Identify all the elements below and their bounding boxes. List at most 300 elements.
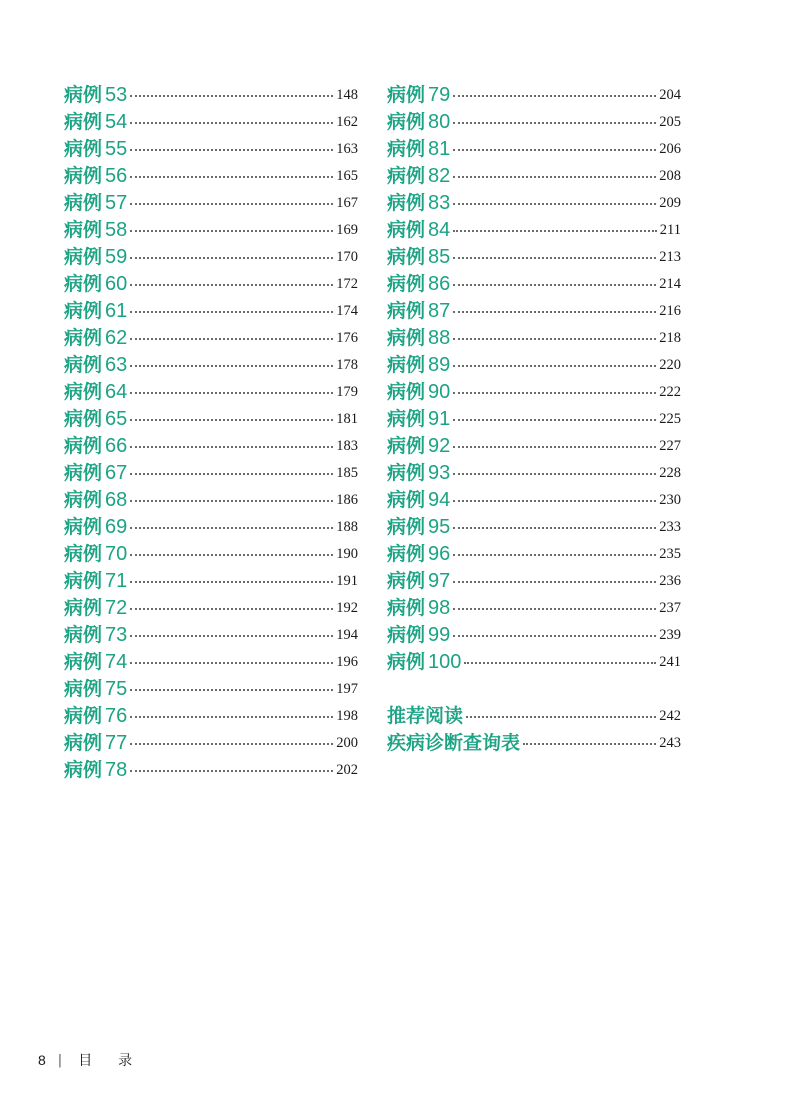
toc-entry[interactable] xyxy=(387,379,681,406)
toc-entry-label xyxy=(387,622,450,649)
toc-entry[interactable] xyxy=(387,352,681,379)
toc-entry-prefix: 病例 xyxy=(64,219,103,241)
toc-page-number: 236 xyxy=(659,573,681,589)
toc-entry-prefix: 病例 xyxy=(387,651,426,673)
toc-entry-prefix: 病例 xyxy=(64,651,103,673)
toc-leader-dots xyxy=(453,473,656,475)
toc-page-number: 174 xyxy=(336,303,358,319)
toc-page-number: 243 xyxy=(659,735,681,751)
toc-entry[interactable] xyxy=(64,649,358,676)
toc-entry[interactable] xyxy=(64,82,358,109)
toc-page-number: 196 xyxy=(336,654,358,670)
toc-entry[interactable] xyxy=(64,622,358,649)
toc-entry[interactable] xyxy=(387,487,681,514)
toc-entry[interactable] xyxy=(387,730,681,757)
toc-leader-dots xyxy=(130,338,333,340)
toc-leader-dots xyxy=(130,284,333,286)
toc-entry-number: 74 xyxy=(105,651,128,673)
toc-entry-prefix: 病例 xyxy=(387,543,426,565)
toc-leader-dots xyxy=(130,662,333,664)
toc-entry-prefix: 病例 xyxy=(64,327,103,349)
toc-entry-number: 72 xyxy=(105,597,128,619)
toc-entry-number: 100 xyxy=(428,651,462,673)
toc-entry-label xyxy=(387,568,450,595)
toc-entry-label xyxy=(64,298,127,325)
toc-leader-dots xyxy=(130,608,333,610)
toc-leader-dots xyxy=(453,203,656,205)
toc-entry-prefix: 病例 xyxy=(64,597,103,619)
toc-page-number: 233 xyxy=(659,519,681,535)
toc-entry[interactable] xyxy=(64,514,358,541)
toc-entry-number: 55 xyxy=(105,138,128,160)
toc-entry-prefix: 病例 xyxy=(64,408,103,430)
toc-entry[interactable] xyxy=(387,595,681,622)
toc-entry-label xyxy=(64,460,127,487)
toc-page-number: 237 xyxy=(659,600,681,616)
toc-entry-prefix: 病例 xyxy=(387,192,426,214)
toc-entry-label xyxy=(64,163,127,190)
toc-entry[interactable] xyxy=(64,136,358,163)
toc-leader-dots xyxy=(130,743,333,745)
toc-page-number: 176 xyxy=(336,330,358,346)
toc-entry-label xyxy=(64,433,127,460)
toc-entry-label xyxy=(64,217,127,244)
toc-page-number: 241 xyxy=(659,654,681,670)
toc-page-number: 183 xyxy=(336,438,358,454)
toc-entry[interactable] xyxy=(387,703,681,730)
toc-entry-label xyxy=(64,244,127,271)
toc-page-number: 200 xyxy=(336,735,358,751)
toc-leader-dots xyxy=(130,581,333,583)
toc-entry-number: 81 xyxy=(428,138,451,160)
toc-entry-prefix: 病例 xyxy=(387,327,426,349)
toc-entry-prefix: 病例 xyxy=(387,489,426,511)
toc-entry-number: 78 xyxy=(105,759,128,781)
toc-leader-dots xyxy=(130,635,333,637)
toc-entry[interactable] xyxy=(387,460,681,487)
toc-entry-label xyxy=(387,298,450,325)
toc-leader-dots xyxy=(130,554,333,556)
toc-entry[interactable] xyxy=(64,217,358,244)
toc-leader-dots xyxy=(453,581,656,583)
toc-entry-label xyxy=(387,244,450,271)
footer-page-number: 8 xyxy=(38,1052,46,1068)
toc-leader-dots xyxy=(130,149,333,151)
toc-entry-prefix: 病例 xyxy=(64,165,103,187)
toc-page-number: 211 xyxy=(659,222,681,238)
footer-divider: | xyxy=(57,1052,63,1068)
toc-leader-dots xyxy=(130,527,333,529)
toc-leader-dots xyxy=(130,500,333,502)
toc-entry-label xyxy=(64,757,127,784)
toc-entry-number: 94 xyxy=(428,489,451,511)
toc-entry-prefix: 病例 xyxy=(387,516,426,538)
toc-leader-dots xyxy=(453,284,656,286)
toc-page-number: 165 xyxy=(336,168,358,184)
toc-leader-dots xyxy=(130,203,333,205)
toc-entry-number: 99 xyxy=(428,624,451,646)
toc-entry-number: 70 xyxy=(105,543,128,565)
toc-entry-number: 82 xyxy=(428,165,451,187)
toc-entry-label xyxy=(64,190,127,217)
toc-entry-prefix: 病例 xyxy=(64,624,103,646)
toc-entry-prefix: 病例 xyxy=(387,246,426,268)
toc-page-number: 148 xyxy=(336,87,358,103)
toc-page-number: 188 xyxy=(336,519,358,535)
toc-entry-prefix: 病例 xyxy=(64,354,103,376)
toc-entry-number: 76 xyxy=(105,705,128,727)
toc-entry-prefix: 病例 xyxy=(64,489,103,511)
toc-page-number: 185 xyxy=(336,465,358,481)
toc-page-number: 170 xyxy=(336,249,358,265)
toc-leader-dots xyxy=(453,149,656,151)
toc-entry-number: 84 xyxy=(428,219,451,241)
toc-entry-label xyxy=(64,82,127,109)
toc-entry-prefix: 病例 xyxy=(387,597,426,619)
toc-entry-prefix: 病例 xyxy=(387,300,426,322)
toc-entry-number: 98 xyxy=(428,597,451,619)
toc-entry-prefix: 病例 xyxy=(64,705,103,727)
toc-page-number: 239 xyxy=(659,627,681,643)
toc-entry[interactable] xyxy=(64,460,358,487)
toc-entry[interactable] xyxy=(387,514,681,541)
toc-entry-number: 96 xyxy=(428,543,451,565)
toc-page-number: 213 xyxy=(659,249,681,265)
toc-leader-dots xyxy=(130,446,333,448)
toc-entry-prefix: 病例 xyxy=(387,165,426,187)
toc-entry-prefix: 病例 xyxy=(387,273,426,295)
toc-entry-prefix: 推荐阅读 xyxy=(387,705,464,727)
toc-entry-number: 79 xyxy=(428,84,451,106)
toc-entry-label xyxy=(387,433,450,460)
toc-page-number: 222 xyxy=(659,384,681,400)
toc-entry-label xyxy=(387,703,463,730)
toc-page-number: 179 xyxy=(336,384,358,400)
toc-entry-prefix: 病例 xyxy=(64,300,103,322)
toc-entry[interactable] xyxy=(387,541,681,568)
toc-entry-number: 91 xyxy=(428,408,451,430)
toc-entry-prefix: 病例 xyxy=(64,678,103,700)
toc-entry-label xyxy=(64,352,127,379)
toc-entry[interactable] xyxy=(387,568,681,595)
toc-entry-label xyxy=(387,325,450,352)
toc-entry-label xyxy=(387,730,520,757)
toc-entry[interactable] xyxy=(387,406,681,433)
toc-entry-number: 85 xyxy=(428,246,451,268)
toc-entry-prefix: 病例 xyxy=(64,84,103,106)
toc-page-number: 178 xyxy=(336,357,358,373)
toc-page-number: 206 xyxy=(659,141,681,157)
toc-entry-number: 58 xyxy=(105,219,128,241)
toc-entry-number: 87 xyxy=(428,300,451,322)
toc-page-number: 167 xyxy=(336,195,358,211)
toc-entry[interactable] xyxy=(64,406,358,433)
toc-entry-label xyxy=(64,379,127,406)
toc-leader-dots xyxy=(453,635,656,637)
toc-leader-dots xyxy=(453,419,656,421)
toc-entry[interactable] xyxy=(64,271,358,298)
toc-entry[interactable] xyxy=(387,649,681,676)
toc-entry-label xyxy=(64,622,127,649)
toc-entry[interactable] xyxy=(387,622,681,649)
toc-entry-label xyxy=(387,190,450,217)
toc-entry-label xyxy=(387,595,450,622)
toc-entry-prefix: 疾病诊断查询表 xyxy=(387,732,521,754)
toc-entry[interactable] xyxy=(387,433,681,460)
toc-entry-number: 86 xyxy=(428,273,451,295)
toc-page-number: 191 xyxy=(336,573,358,589)
toc-entry-label xyxy=(64,487,127,514)
toc-entry-label xyxy=(387,406,450,433)
toc-entry-number: 67 xyxy=(105,462,128,484)
toc-entry[interactable] xyxy=(64,676,358,703)
toc-column-right xyxy=(387,82,681,757)
toc-leader-dots xyxy=(130,365,333,367)
footer-section-title: 目录 xyxy=(78,1053,159,1069)
toc-page-number: 192 xyxy=(336,600,358,616)
toc-entry[interactable] xyxy=(387,244,681,271)
toc-leader-dots xyxy=(464,662,656,664)
toc-page-number: 190 xyxy=(336,546,358,562)
toc-entry-label xyxy=(387,271,450,298)
toc-spacer xyxy=(387,676,681,703)
toc-entry[interactable] xyxy=(64,568,358,595)
toc-entry-number: 93 xyxy=(428,462,451,484)
toc-entry-prefix: 病例 xyxy=(387,111,426,133)
toc-leader-dots xyxy=(453,95,656,97)
toc-entry-label xyxy=(64,514,127,541)
toc-page-number: 197 xyxy=(336,681,358,697)
toc-entry-number: 61 xyxy=(105,300,128,322)
toc-leader-dots xyxy=(453,257,656,259)
toc-entry[interactable] xyxy=(64,298,358,325)
toc-entry[interactable] xyxy=(387,217,681,244)
toc-leader-dots xyxy=(130,230,333,232)
toc-entry-label xyxy=(387,109,450,136)
toc-entry-prefix: 病例 xyxy=(387,381,426,403)
toc-entry-prefix: 病例 xyxy=(387,84,426,106)
toc-entry-prefix: 病例 xyxy=(387,354,426,376)
toc-entry-prefix: 病例 xyxy=(387,219,426,241)
toc-entry-prefix: 病例 xyxy=(64,435,103,457)
toc-page-number: 198 xyxy=(336,708,358,724)
toc-page-number: 169 xyxy=(336,222,358,238)
toc-entry-number: 77 xyxy=(105,732,128,754)
toc-page-number: 205 xyxy=(659,114,681,130)
toc-leader-dots xyxy=(130,311,333,313)
toc-leader-dots xyxy=(453,338,656,340)
toc-leader-dots xyxy=(453,176,656,178)
toc-leader-dots xyxy=(130,176,333,178)
toc-entry-label xyxy=(64,649,127,676)
toc-leader-dots xyxy=(453,230,657,232)
toc-entry[interactable] xyxy=(387,298,681,325)
toc-entry-prefix: 病例 xyxy=(64,381,103,403)
toc-entry-prefix: 病例 xyxy=(64,759,103,781)
toc-leader-dots xyxy=(130,95,333,97)
toc-entry-label xyxy=(64,703,127,730)
toc-entry-number: 66 xyxy=(105,435,128,457)
toc-entry-prefix: 病例 xyxy=(387,570,426,592)
toc-entry-number: 90 xyxy=(428,381,451,403)
toc-entry-label xyxy=(64,271,127,298)
toc-entry-prefix: 病例 xyxy=(64,462,103,484)
toc-entry-label xyxy=(64,136,127,163)
toc-entry[interactable] xyxy=(64,244,358,271)
toc-entry[interactable] xyxy=(64,163,358,190)
toc-entry-number: 89 xyxy=(428,354,451,376)
toc-entry[interactable] xyxy=(64,433,358,460)
toc-entry-prefix: 病例 xyxy=(64,732,103,754)
toc-entry-label xyxy=(387,217,450,244)
toc-entry[interactable] xyxy=(387,325,681,352)
toc-page-number: 194 xyxy=(336,627,358,643)
toc-entry-prefix: 病例 xyxy=(64,516,103,538)
toc-leader-dots xyxy=(130,689,333,691)
toc-entry[interactable] xyxy=(64,757,358,784)
toc-leader-dots xyxy=(453,608,656,610)
toc-entry-label xyxy=(387,379,450,406)
toc-entry-number: 71 xyxy=(105,570,128,592)
toc-entry-prefix: 病例 xyxy=(387,408,426,430)
toc-page-number: 172 xyxy=(336,276,358,292)
toc-entry-number: 65 xyxy=(105,408,128,430)
toc-page-number: 181 xyxy=(336,411,358,427)
toc-entry-prefix: 病例 xyxy=(387,462,426,484)
toc-entry-number: 64 xyxy=(105,381,128,403)
toc-entry-label xyxy=(387,352,450,379)
toc-page-number: 227 xyxy=(659,438,681,454)
page-footer xyxy=(38,1050,158,1070)
toc-leader-dots xyxy=(130,257,333,259)
toc-entry[interactable] xyxy=(387,271,681,298)
toc-leader-dots xyxy=(453,554,656,556)
toc-page-number: 186 xyxy=(336,492,358,508)
toc-leader-dots xyxy=(453,365,656,367)
toc-entry-label xyxy=(64,541,127,568)
toc-page-number: 242 xyxy=(659,708,681,724)
toc-entry-number: 63 xyxy=(105,354,128,376)
toc-entry-label xyxy=(64,109,127,136)
toc-leader-dots xyxy=(453,122,656,124)
toc-page-number: 230 xyxy=(659,492,681,508)
toc-entry-label xyxy=(64,730,127,757)
toc-leader-dots xyxy=(130,770,333,772)
toc-entry-number: 83 xyxy=(428,192,451,214)
toc-entry-prefix: 病例 xyxy=(387,435,426,457)
toc-entry-prefix: 病例 xyxy=(64,138,103,160)
toc-entry-number: 60 xyxy=(105,273,128,295)
toc-entry[interactable] xyxy=(64,541,358,568)
toc-leader-dots xyxy=(453,527,656,529)
toc-leader-dots xyxy=(453,392,656,394)
toc-entry-number: 80 xyxy=(428,111,451,133)
toc-leader-dots xyxy=(130,716,333,718)
toc-page-number: 208 xyxy=(659,168,681,184)
toc-leader-dots xyxy=(130,473,333,475)
toc-entry-number: 69 xyxy=(105,516,128,538)
toc-entry[interactable] xyxy=(64,190,358,217)
toc-leader-dots xyxy=(453,311,656,313)
toc-entry-number: 56 xyxy=(105,165,128,187)
toc-entry-number: 53 xyxy=(105,84,128,106)
toc-entry-label xyxy=(64,325,127,352)
toc-entry-label xyxy=(64,676,127,703)
toc-page-number: 218 xyxy=(659,330,681,346)
toc-page-number: 163 xyxy=(336,141,358,157)
toc-entry[interactable] xyxy=(64,109,358,136)
toc-entry-number: 97 xyxy=(428,570,451,592)
toc-entry-label xyxy=(387,163,450,190)
toc-entry-label xyxy=(387,487,450,514)
toc-entry-number: 54 xyxy=(105,111,128,133)
toc-page-number: 225 xyxy=(659,411,681,427)
toc-page-number: 202 xyxy=(336,762,358,778)
toc-entry-prefix: 病例 xyxy=(387,624,426,646)
toc-entry-number: 88 xyxy=(428,327,451,349)
toc-entry-label xyxy=(387,136,450,163)
toc-entry[interactable] xyxy=(387,82,681,109)
toc-entry-prefix: 病例 xyxy=(387,138,426,160)
toc-page-number: 204 xyxy=(659,87,681,103)
toc-entry-label xyxy=(387,460,450,487)
toc-entry-label xyxy=(387,82,450,109)
toc-entry-label xyxy=(387,649,461,676)
toc-entry[interactable] xyxy=(387,109,681,136)
toc-entry[interactable] xyxy=(64,352,358,379)
toc-page-number: 235 xyxy=(659,546,681,562)
toc-leader-dots xyxy=(466,716,656,718)
toc-entry[interactable] xyxy=(387,163,681,190)
toc-page-number: 216 xyxy=(659,303,681,319)
toc-leader-dots xyxy=(523,743,656,745)
toc-entry-number: 62 xyxy=(105,327,128,349)
toc-entry-prefix: 病例 xyxy=(64,570,103,592)
toc-leader-dots xyxy=(130,122,333,124)
toc-entry-number: 95 xyxy=(428,516,451,538)
toc-entry-prefix: 病例 xyxy=(64,192,103,214)
toc-entry[interactable] xyxy=(64,703,358,730)
toc-entry-prefix: 病例 xyxy=(64,273,103,295)
toc-entry-number: 59 xyxy=(105,246,128,268)
toc-entry[interactable] xyxy=(387,136,681,163)
toc-column-left xyxy=(64,82,358,784)
toc-leader-dots xyxy=(130,419,333,421)
toc-entry-label xyxy=(64,568,127,595)
toc-entry[interactable] xyxy=(64,325,358,352)
toc-leader-dots xyxy=(453,446,656,448)
toc-leader-dots xyxy=(130,392,333,394)
toc-entry[interactable] xyxy=(64,487,358,514)
toc-entry-number: 73 xyxy=(105,624,128,646)
toc-page-number: 228 xyxy=(659,465,681,481)
toc-entry-number: 68 xyxy=(105,489,128,511)
toc-entry[interactable] xyxy=(64,379,358,406)
toc-entry-prefix: 病例 xyxy=(64,111,103,133)
toc-entry[interactable] xyxy=(64,730,358,757)
toc-entry-label xyxy=(64,406,127,433)
toc-entry-prefix: 病例 xyxy=(64,543,103,565)
toc-entry[interactable] xyxy=(64,595,358,622)
toc-entry-label xyxy=(64,595,127,622)
toc-entry-label xyxy=(387,541,450,568)
toc-entry-number: 57 xyxy=(105,192,128,214)
toc-page-number: 220 xyxy=(659,357,681,373)
toc-entry-prefix: 病例 xyxy=(64,246,103,268)
toc-page-number: 162 xyxy=(336,114,358,130)
toc-entry[interactable] xyxy=(387,190,681,217)
toc-leader-dots xyxy=(453,500,656,502)
